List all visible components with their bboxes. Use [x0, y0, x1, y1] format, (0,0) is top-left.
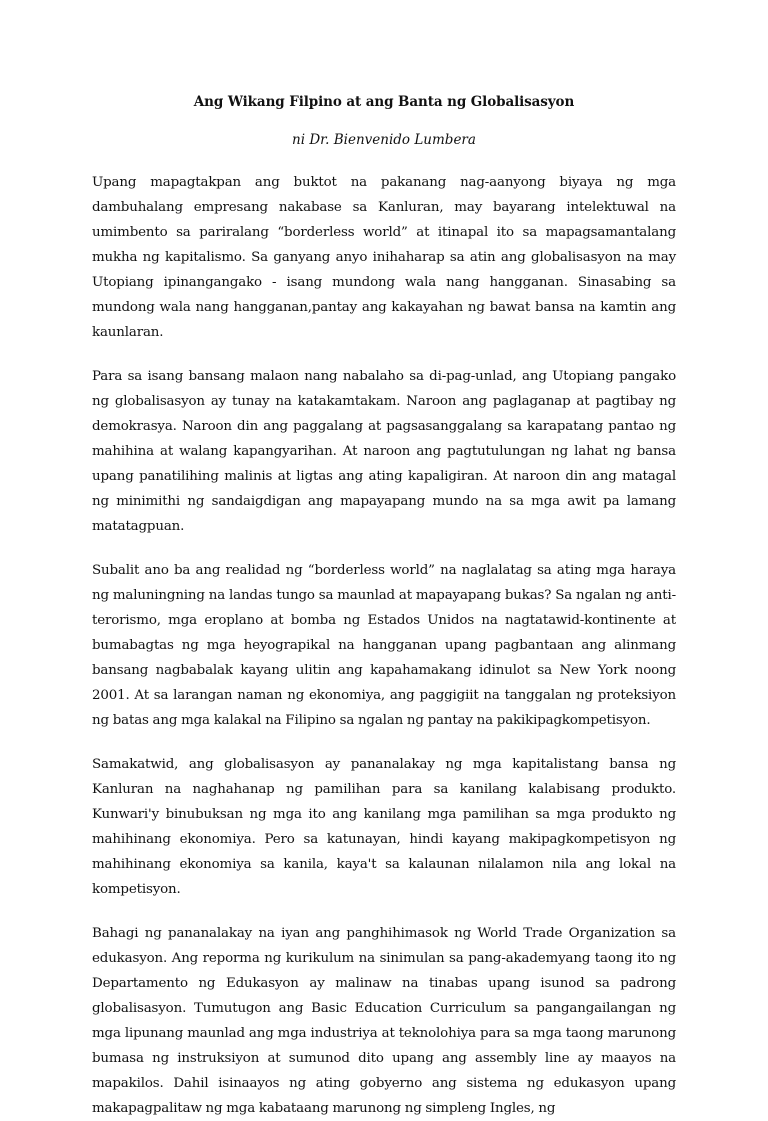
paragraph-2: Para sa isang bansang malaon nang nabalaho sa di-pag-unlad, ang Utopiang pangako ng globalisasyon ay tunay na katakamtakam. Naroon ang paglaganap at pagtibay ng demokrasya. Naroon din ang paggalang at pagsasanggalang sa karapatang pantao ng mahihina at walang kapangyarihan. At naroon ang pagtutulungan ng lahat ng bansa upang panatilihing malinis at ligtas ang ating kapaligiran. At naroon din ang matagal ng minimithi ng sandaigdigan ang mapayapang mundo na sa mga awit pa lamang matatagpuan. [92, 369, 676, 534]
document-title: Ang Wikang Filpino at ang Banta ng Globalisasyon [193, 94, 575, 110]
paragraph-1: Upang mapagtakpan ang buktot na pakanang nag-aanyong biyaya ng mga dambuhalang empresang nakabase sa Kanluran, may bayarang intelektuwal na umimbento sa pariralang “borderless world” at itinapal ito sa mapagsamantalang mukha ng kapitalismo. Sa ganyang anyo inihaharap sa atin ang globalisasyon na may Utopiang ipinangangako - isang mundong wala nang hangganan. Sinasabing sa mundong wala nang hangganan,pantay ang kakayahan ng bawat bansa na kamtin ang kaunlaran. [92, 175, 676, 340]
paragraph-3: Subalit ano ba ang realidad ng “borderless world” na naglalatag sa ating mga haraya ng maluningning na landas tungo sa maunlad at mapayapang bukas? Sa ngalan ng anti-terorismo, mga eroplano at bomba ng Estados Unidos na nagtatawid-kontinente at bumabagtas ng mga heyograpikal na hangganan upang pagbantaan ang alinmang bansang nagbabalak kayang ulitin ang kapahamakang idinulot sa New York noong 2001. At sa larangan naman ng ekonomiya, ang paggigiit na tanggalan ng proteksiyon ng batas ang mga kalakal na Filipino sa ngalan ng pantay na pakikipagkompetisyon. [92, 563, 676, 728]
paragraph-4: Samakatwid, ang globalisasyon ay pananalakay ng mga kapitalistang bansa ng Kanluran na naghahanap ng pamilihan para sa kanilang kalabisang produkto. Kunwari'y binubuksan ng mga ito ang kanilang mga pamilihan sa mga produkto ng mahihinang ekonomiya. Pero sa katunayan, hindi kayang makipagkompetisyon ng mahihinang ekonomiya sa kanila, kaya't sa kalaunan nilalamon nila ang lokal na kompetisyon. [92, 757, 676, 897]
paragraph-5: Bahagi ng pananalakay na iyan ang panghihimasok ng World Trade Organization sa edukasyon. Ang reporma ng kurikulum na sinimulan sa pang-akademyang taong ito ng Departamento ng Edukasyon ay malinaw na tinabas upang isunod sa padrong globalisasyon. Tumutugon ang Basic Education Curriculum sa pangangailangan ng mga lipunang maunlad ang mga industriya at teknolohiya para sa mga taong marunong bumasa ng instruksiyon at sumunod dito upang ang assembly line ay maayos na mapakilos. Dahil isinaayos ng ating gobyerno ang sistema ng edukasyon upang makapagpalitaw ng mga kabataang marunong ng simpleng Ingles, ng [92, 926, 676, 1116]
document-author: ni Dr. Bienvenido Lumbera [292, 132, 476, 148]
document-page [92, 0, 676, 1121]
